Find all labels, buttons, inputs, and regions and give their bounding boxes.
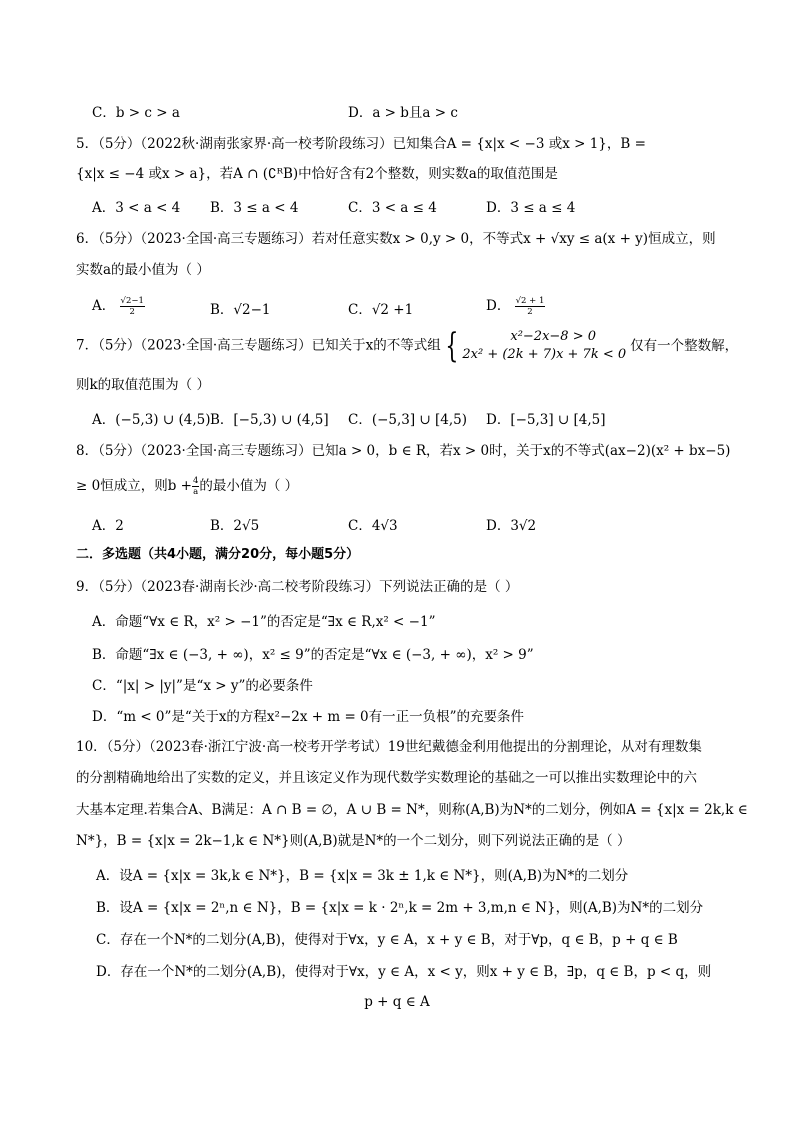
q8-line2-post: 的最小值为（ ） — [199, 478, 299, 494]
q6-option-a-denominator: 2 — [129, 307, 135, 317]
q8-stem-line2 — [76, 474, 298, 497]
q10-stem-line3: 大基本定理.若集合A、B满足：A ∩ B = ∅，A ∪ B = N*，则称(A,B)为N*的二划分，例如A = {x|x = 2k,k ∈ — [76, 802, 748, 818]
q7-option-a: A．(−5,3) ∪ (4,5) — [92, 412, 211, 428]
q5-stem-line2: {x|x ≤ −4 或x > a}，若A ∩ (∁ᴿB)中恰好含有2个整数，则实数a的取值范围是 — [76, 166, 558, 182]
q6-option-c: C．√2 +1 — [348, 302, 414, 318]
q10-stem-line1: 10．（5分）（2023春·浙江宁波·高一校考开学考试）19世纪戴德金利用他提出的分割理论，从对有理数集 — [76, 739, 702, 755]
q6-option-d-label: D． — [486, 298, 511, 314]
q7-prefix: 7．（5分）（2023·全国·高三专题练习）已知关于x的不等式组 — [76, 337, 441, 354]
q8-option-b: B．2√5 — [210, 518, 260, 534]
q10-option-c: C．存在一个N*的二划分(A,B)，使得对于∀x，y ∈ A，x + y ∈ B，对于∀p，q ∈ B，p + q ∈ B — [96, 932, 678, 948]
q6-option-d — [486, 294, 545, 317]
q10-option-d-line2: p + q ∈ A — [364, 994, 430, 1010]
q9-option-b: B．命题“∃x ∈ (−3, + ∞)，x² ≤ 9”的否定是“∀x ∈ (−3, + ∞)，x² > 9” — [92, 647, 534, 663]
q4-option-d: D．a > b且a > c — [348, 105, 458, 121]
q7-option-b: B．[−5,3) ∪ (4,5] — [210, 412, 329, 428]
q6-stem-line2: 实数a的最小值为（ ） — [76, 262, 210, 278]
q8-option-a: A．2 — [92, 518, 124, 534]
q7-option-d: D．[−5,3] ∪ [4,5] — [486, 412, 606, 428]
q6-option-a-label: A． — [92, 298, 116, 314]
q7-stem-line2: 则k的取值范围为（ ） — [76, 377, 210, 393]
q5-option-a: A．3 < a < 4 — [92, 200, 181, 216]
q6-stem-line1: 6．（5分）（2023·全国·高三专题练习）若对任意实数x > 0,y > 0，不等式x + √xy ≤ a(x + y)恒成立，则 — [76, 231, 716, 247]
q6-option-d-denominator: 2 — [527, 307, 533, 317]
q7-option-c: C．(−5,3] ∪ [4,5) — [348, 412, 468, 428]
q7-stem-line1 — [76, 328, 738, 364]
q6-option-a-numerator: √2−1 — [120, 296, 144, 306]
q8-stem-line1: 8．（5分）（2023·全国·高三专题练习）已知a > 0，b ∈ R，若x > 0时，关于x的不等式(ax−2)(x² + bx−5) — [76, 443, 731, 459]
q6-option-a — [92, 294, 145, 317]
q8-option-d: D．3√2 — [486, 518, 537, 534]
q4-option-c: C．b > c > a — [92, 105, 180, 121]
q8-option-c: C．4√3 — [348, 518, 398, 534]
q7-system-line2: 2x² + (2k + 7)x + 7k < 0 — [462, 347, 627, 362]
q9-option-c: C．“|x| > |y|”是“x > y”的必要条件 — [92, 678, 313, 694]
q10-option-a: A．设A = {x|x = 3k,k ∈ N*}，B = {x|x = 3k ± 1,k ∈ N*}，则(A,B)为N*的二划分 — [96, 868, 629, 884]
q10-option-d-line1: D．存在一个N*的二划分(A,B)，使得对于∀x，y ∈ A，x < y，则x + y ∈ B，∃p，q ∈ B，p < q，则 — [96, 964, 712, 980]
q5-option-c: C．3 < a ≤ 4 — [348, 200, 437, 216]
q9-stem: 9．（5分）（2023春·湖南长沙·高二校考阶段练习）下列说法正确的是（ ） — [76, 579, 519, 595]
q7-suffix: 仅有一个整数解， — [630, 337, 739, 354]
q9-option-d: D．“m < 0”是“关于x的方程x²−2x + m = 0有一正一负根”的充要条件 — [92, 709, 525, 725]
q8-fraction-denominator: a — [193, 487, 199, 497]
q5-stem-line1: 5．（5分）（2022秋·湖南张家界·高一校考阶段练习）已知集合A = {x|x < −3 或x > 1}，B = — [76, 136, 646, 152]
q5-option-b: B．3 ≤ a < 4 — [210, 200, 299, 216]
q6-option-b: B．√2−1 — [210, 302, 271, 318]
section-multiple-choice-heading: 二．多选题（共4小题，满分20分，每小题5分） — [76, 547, 360, 562]
q6-option-a-fraction — [120, 296, 145, 317]
q10-stem-line2: 的分割精确地给出了实数的定义，并且该定义作为现代数学实数理论的基础之一可以推出实数理论中的六 — [76, 770, 697, 786]
q6-option-d-numerator: √2 + 1 — [515, 296, 545, 306]
q7-brace: { — [445, 326, 459, 366]
q6-option-d-fraction — [515, 296, 546, 317]
q9-option-a: A．命题“∀x ∈ R，x² > −1”的否定是“∃x ∈ R,x² < −1” — [92, 614, 436, 630]
q7-system — [462, 328, 626, 364]
q5-option-d: D．3 ≤ a ≤ 4 — [486, 200, 576, 216]
q8-line2-pre: ≥ 0恒成立，则b + — [76, 478, 192, 494]
q10-stem-line4: N*}，B = {x|x = 2k−1,k ∈ N*}则(A,B)就是N*的一个二划分，则下列说法正确的是（ ） — [76, 833, 631, 849]
q10-option-b: B．设A = {x|x = 2ⁿ,n ∈ N}，B = {x|x = k · 2ⁿ,k = 2m + 3,m,n ∈ N}，则(A,B)为N*的二划分 — [96, 900, 704, 916]
q8-fraction-numerator: 4 — [192, 476, 199, 486]
q7-system-line1: x²−2x−8 > 0 — [510, 329, 597, 344]
